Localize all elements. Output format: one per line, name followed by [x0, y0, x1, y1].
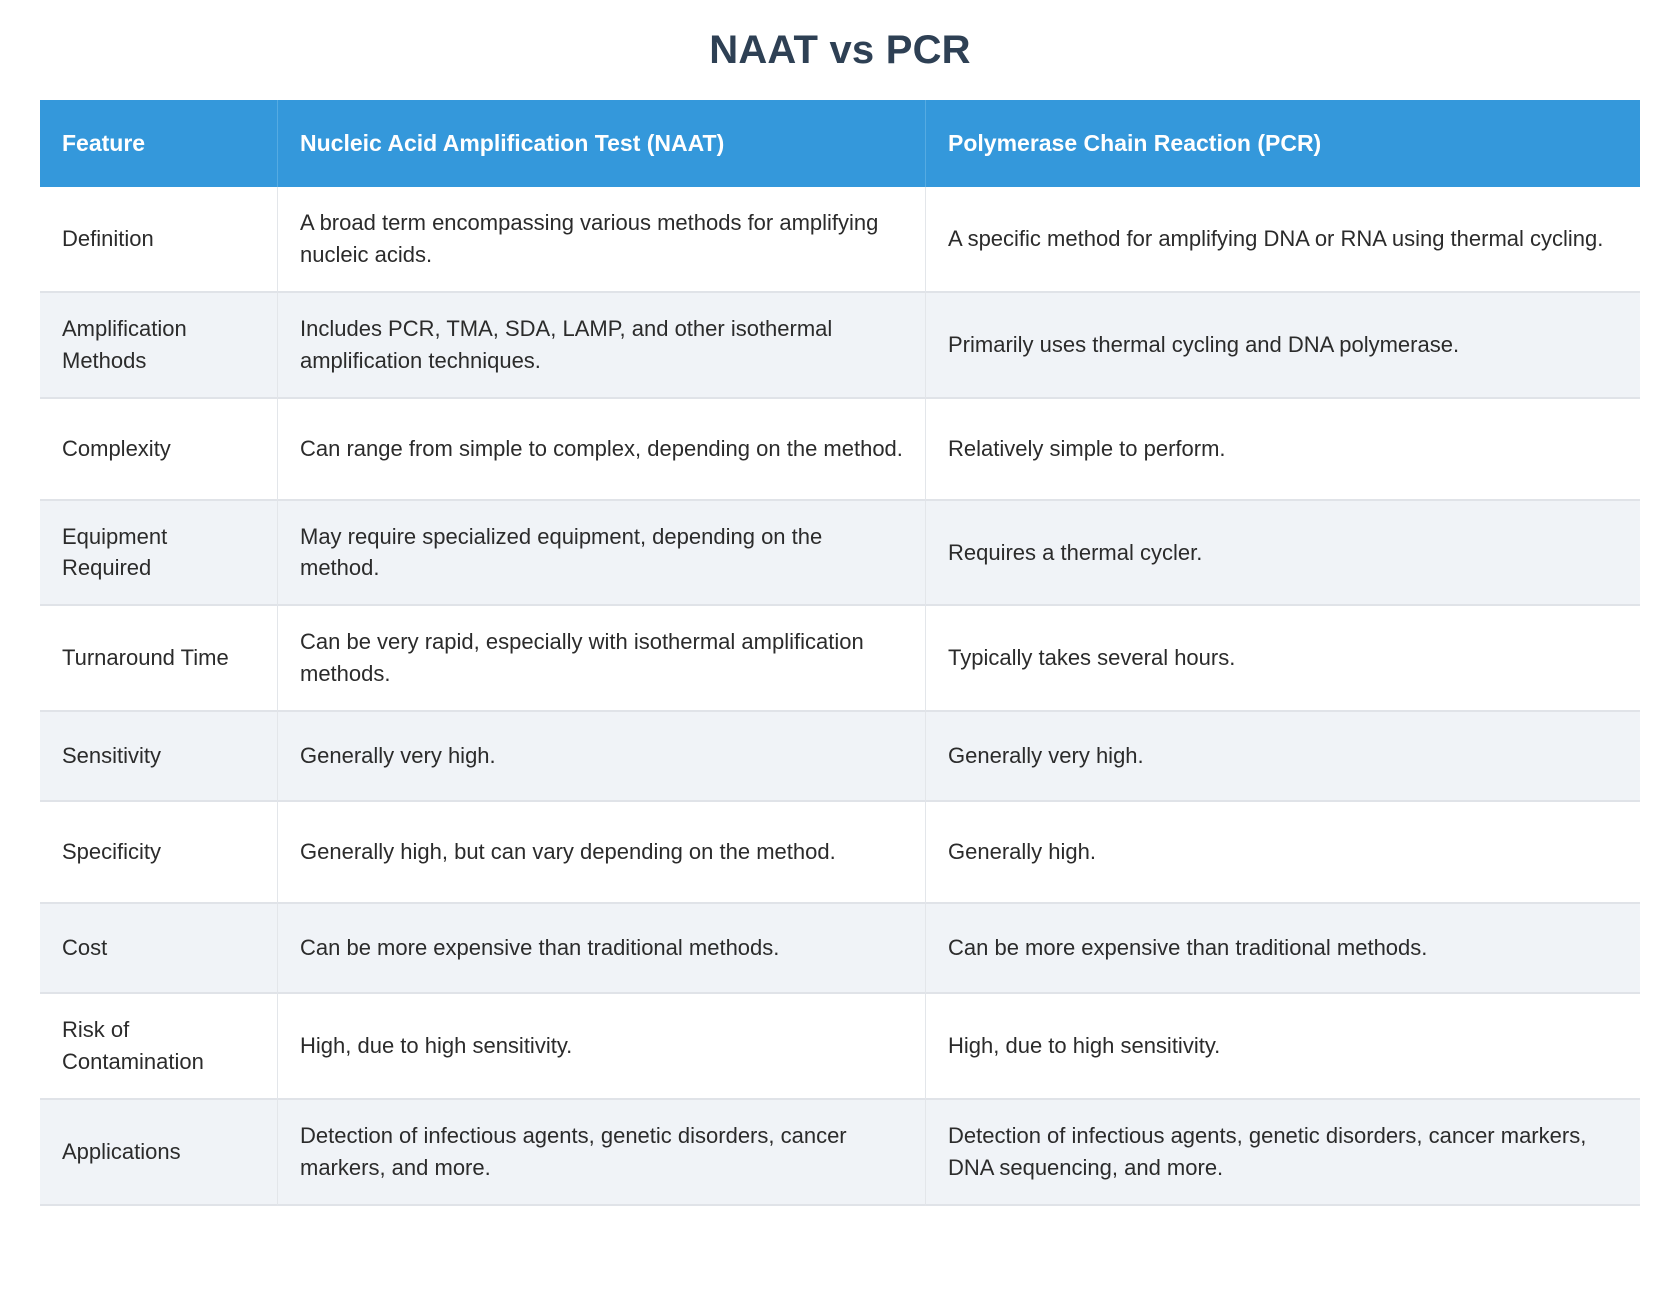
cell-feature: Amplification Methods	[40, 293, 278, 399]
table-row	[40, 712, 1640, 802]
page-title: NAAT vs PCR	[709, 28, 971, 72]
cell-pcr: Requires a thermal cycler.	[926, 501, 1640, 607]
cell-naat: May require specialized equipment, depending on the method.	[278, 501, 926, 607]
column-header-naat: Nucleic Acid Amplification Test (NAAT)	[278, 100, 926, 187]
cell-naat: Includes PCR, TMA, SDA, LAMP, and other isothermal amplification techniques.	[278, 293, 926, 399]
table-row	[40, 187, 1640, 293]
cell-naat: Generally high, but can vary depending on the method.	[278, 802, 926, 904]
naat-vs-pcr-table	[40, 100, 1640, 1206]
cell-pcr: Primarily uses thermal cycling and DNA polymerase.	[926, 293, 1640, 399]
header-row	[40, 100, 1640, 187]
table-row	[40, 293, 1640, 399]
table-body	[40, 187, 1640, 1206]
cell-feature: Complexity	[40, 399, 278, 501]
cell-pcr: Detection of infectious agents, genetic disorders, cancer markers, DNA sequencing, and more.	[926, 1100, 1640, 1206]
column-header-feature: Feature	[40, 100, 278, 187]
cell-feature: Turnaround Time	[40, 606, 278, 712]
cell-naat: High, due to high sensitivity.	[278, 994, 926, 1100]
cell-pcr: A specific method for amplifying DNA or RNA using thermal cycling.	[926, 187, 1640, 293]
cell-feature: Applications	[40, 1100, 278, 1206]
table-row	[40, 904, 1640, 994]
cell-naat: Can range from simple to complex, depending on the method.	[278, 399, 926, 501]
table-row	[40, 606, 1640, 712]
cell-feature: Specificity	[40, 802, 278, 904]
table-row	[40, 994, 1640, 1100]
table-row	[40, 501, 1640, 607]
column-header-pcr: Polymerase Chain Reaction (PCR)	[926, 100, 1640, 187]
cell-naat: Can be more expensive than traditional methods.	[278, 904, 926, 994]
cell-feature: Cost	[40, 904, 278, 994]
cell-naat: Can be very rapid, especially with isothermal amplification methods.	[278, 606, 926, 712]
cell-feature: Definition	[40, 187, 278, 293]
cell-naat: Generally very high.	[278, 712, 926, 802]
table-row	[40, 1100, 1640, 1206]
cell-pcr: Generally high.	[926, 802, 1640, 904]
cell-pcr: Generally very high.	[926, 712, 1640, 802]
table-row	[40, 802, 1640, 904]
cell-naat: A broad term encompassing various methods for amplifying nucleic acids.	[278, 187, 926, 293]
cell-feature: Sensitivity	[40, 712, 278, 802]
table-header	[40, 100, 1640, 187]
cell-pcr: Typically takes several hours.	[926, 606, 1640, 712]
table-row	[40, 399, 1640, 501]
cell-pcr: High, due to high sensitivity.	[926, 994, 1640, 1100]
table-container	[40, 100, 1640, 1206]
cell-feature: Equipment Required	[40, 501, 278, 607]
cell-pcr: Relatively simple to perform.	[926, 399, 1640, 501]
cell-pcr: Can be more expensive than traditional methods.	[926, 904, 1640, 994]
cell-naat: Detection of infectious agents, genetic disorders, cancer markers, and more.	[278, 1100, 926, 1206]
cell-feature: Risk of Contamination	[40, 994, 278, 1100]
